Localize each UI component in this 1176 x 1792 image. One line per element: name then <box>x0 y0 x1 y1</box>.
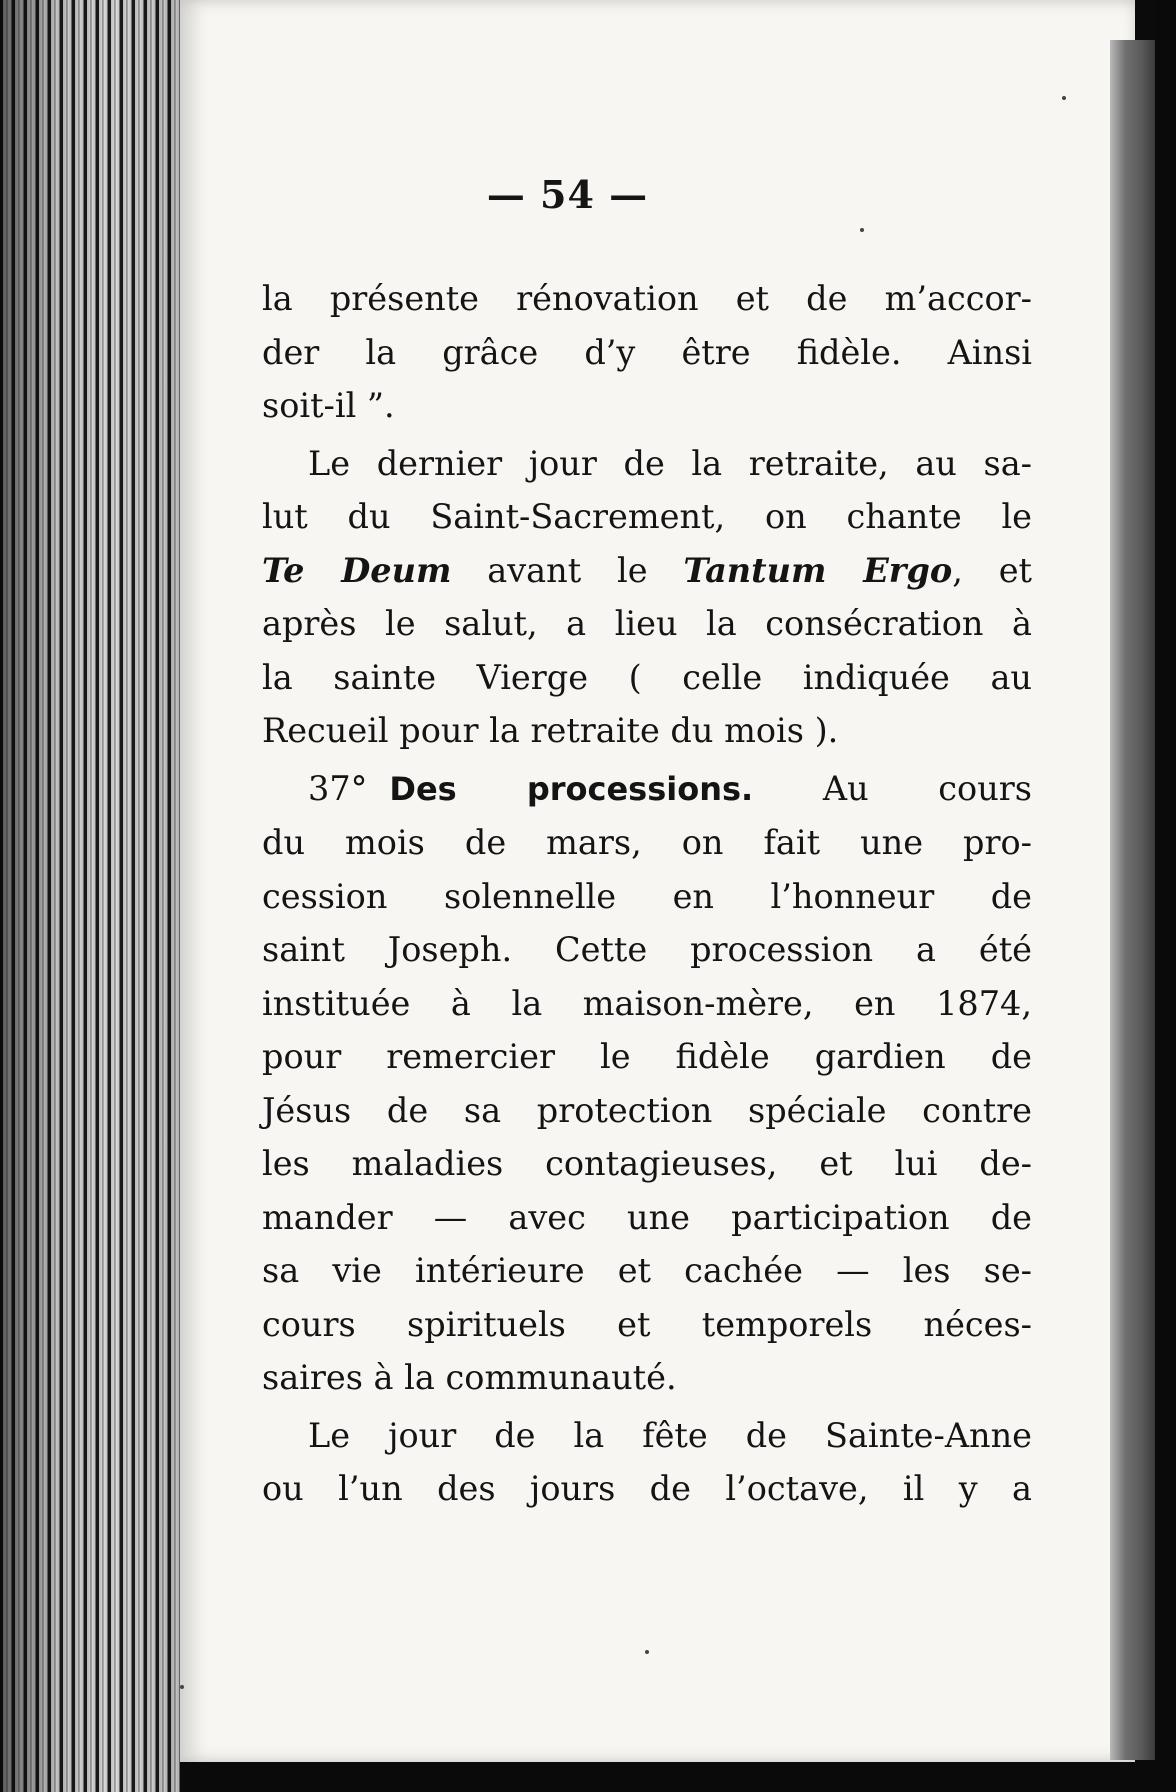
section-37 <box>262 762 1032 1405</box>
text-line: Recueil pour la retraite du mois ). <box>262 711 839 750</box>
section-number: 37° <box>308 768 368 808</box>
text-line: du mois de mars, on fait une pro- <box>262 823 1032 862</box>
text-line: Le dernier jour de la retraite, au sa- <box>308 443 1032 483</box>
text-line: la présente rénovation et de m’accor- <box>262 279 1032 318</box>
latin-phrase: Tantum Ergo <box>683 550 953 590</box>
speck <box>180 1685 184 1689</box>
page-number: — 54 — <box>486 172 649 217</box>
text-line: lut du Saint-Sacrement, on chante le <box>262 497 1032 536</box>
paragraph-4 <box>262 1409 1032 1516</box>
paragraph-2 <box>262 437 1032 758</box>
text-span: Au cours <box>822 768 1032 808</box>
text-line <box>262 544 1032 598</box>
text-line: après le salut, a lieu la consécration à <box>262 604 1032 643</box>
text-line: ou l’un des jours de l’octave, il y a <box>262 1469 1032 1508</box>
latin-phrase: Te Deum <box>262 550 452 590</box>
text-line: mander — avec une participation de <box>262 1197 1032 1237</box>
text-span: avant le <box>451 550 684 590</box>
text-line: sa vie intérieure et cachée — les se- <box>262 1251 1032 1290</box>
text-line: soit-il ”. <box>262 386 395 425</box>
text-line: cours spirituels et temporels néces- <box>262 1304 1032 1344</box>
text-line: la sainte Vierge ( celle indiquée au <box>262 657 1032 697</box>
speck <box>1062 96 1066 100</box>
text-line: Jésus de sa protection spéciale contre <box>262 1090 1032 1130</box>
page-edges-shadow <box>0 0 190 1792</box>
speck <box>645 1650 649 1654</box>
paragraph-1 <box>262 272 1032 433</box>
text-line: saint Joseph. Cette procession a été <box>262 930 1032 969</box>
text-line: instituée à la maison-mère, en 1874, <box>262 983 1032 1023</box>
section-title: Des processions. <box>389 769 754 808</box>
scan-background-bottom <box>180 1762 1176 1792</box>
text-line: pour remercier le fidèle gardien de <box>262 1037 1032 1076</box>
text-line: les maladies contagieuses, et lui de- <box>262 1144 1032 1183</box>
scan-background-right <box>1155 0 1176 1792</box>
text-line: saires à la communauté. <box>262 1358 677 1397</box>
section-heading-line <box>262 762 1032 817</box>
body-text <box>262 272 1032 1516</box>
text-span: , et <box>952 550 1032 590</box>
page-right-shadow-band <box>1110 40 1155 1760</box>
text-line: cession solennelle en l’honneur de <box>262 876 1032 916</box>
speck <box>860 228 864 232</box>
text-line: Le jour de la fête de Sainte-Anne <box>308 1415 1032 1455</box>
text-line: der la grâce d’y être fidèle. Ainsi <box>262 332 1032 372</box>
